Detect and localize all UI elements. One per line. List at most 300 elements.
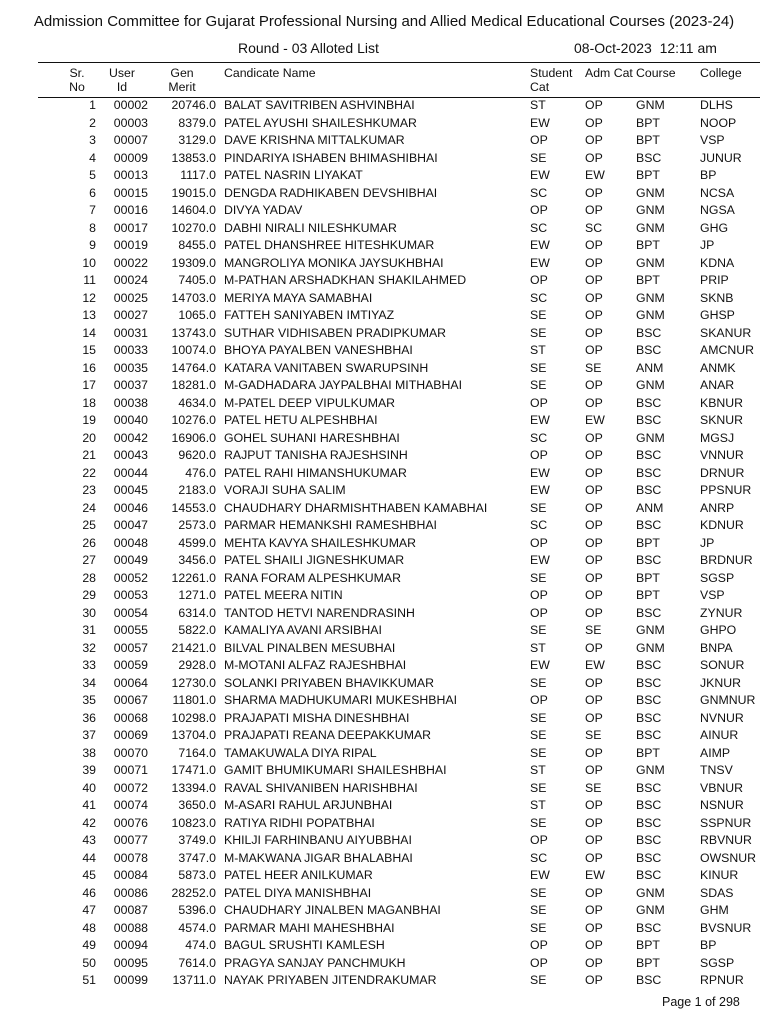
report-datetime: 08-Oct-2023 12:11 am: [574, 40, 717, 56]
cell-candidate-name: M-ASARI RAHUL ARJUNBHAI: [224, 798, 393, 812]
table-row: [40, 167, 760, 185]
cell-adm-cat: OP: [585, 518, 603, 532]
cell-gen-merit: 9620.0: [178, 448, 216, 462]
table-row: [40, 202, 760, 220]
cell-user-id: 00025: [113, 290, 148, 305]
table-row: [40, 797, 760, 815]
cell-college: GNMNUR: [700, 693, 756, 707]
cell-gen-merit: 3747.0: [178, 850, 216, 865]
cell-course: GNM: [636, 430, 665, 445]
cell-course: BSC: [636, 798, 662, 812]
cell-student-cat: EW: [530, 465, 550, 480]
cell-user-id: 00067: [113, 693, 148, 707]
cell-student-cat: SE: [530, 675, 547, 690]
cell-college: OWSNUR: [700, 850, 757, 865]
cell-sr-no: 47: [82, 903, 96, 917]
cell-adm-cat: SE: [585, 360, 602, 375]
cell-adm-cat: OP: [585, 675, 603, 690]
cell-user-id: 00064: [113, 675, 148, 690]
cell-adm-cat: OP: [585, 273, 603, 287]
cell-student-cat: SE: [530, 780, 547, 795]
cell-user-id: 00052: [113, 570, 148, 585]
cell-student-cat: SE: [530, 378, 547, 392]
cell-sr-no: 23: [82, 483, 96, 497]
cell-gen-merit: 20746.0: [171, 98, 216, 112]
table-header-row: [40, 66, 760, 97]
cell-candidate-name: FATTEH SANIYABEN IMTIYAZ: [224, 308, 395, 322]
cell-candidate-name: GAMIT BHUMIKUMARI SHAILESHBHAI: [224, 763, 447, 777]
cell-adm-cat: OP: [585, 255, 603, 270]
cell-gen-merit: 12261.0: [171, 570, 216, 585]
cell-sr-no: 11: [83, 273, 96, 287]
cell-sr-no: 30: [82, 605, 96, 620]
cell-adm-cat: OP: [585, 448, 603, 462]
cell-adm-cat: OP: [585, 710, 603, 725]
cell-sr-no: 16: [82, 360, 96, 375]
cell-course: ANM: [636, 500, 664, 515]
cell-college: SDAS: [700, 885, 734, 900]
cell-adm-cat: OP: [585, 605, 603, 620]
cell-course: BSC: [636, 605, 662, 620]
cell-college: ZYNUR: [700, 605, 743, 620]
cell-user-id: 00009: [113, 150, 148, 165]
cell-gen-merit: 10298.0: [171, 710, 216, 725]
cell-candidate-name: TAMAKUWALA DIYA RIPAL: [224, 745, 377, 760]
cell-adm-cat: EW: [585, 868, 605, 882]
cell-adm-cat: OP: [585, 378, 603, 392]
cell-student-cat: SC: [530, 430, 548, 445]
cell-student-cat: SE: [530, 973, 547, 987]
cell-sr-no: 29: [82, 588, 96, 602]
cell-gen-merit: 10270.0: [171, 220, 216, 235]
table-row: [40, 342, 760, 360]
cell-candidate-name: BILVAL PINALBEN MESUBHAI: [224, 640, 396, 655]
cell-candidate-name: RANA FORAM ALPESHKUMAR: [224, 570, 401, 585]
cell-course: BPT: [636, 535, 660, 550]
cell-candidate-name: SHARMA MADHUKUMARI MUKESHBHAI: [224, 693, 457, 707]
cell-course: GNM: [636, 903, 665, 917]
cell-candidate-name: M-MOTANI ALFAZ RAJESHBHAI: [224, 658, 407, 672]
cell-sr-no: 12: [82, 290, 96, 305]
table-row: [40, 745, 760, 763]
cell-gen-merit: 11801.0: [172, 693, 216, 707]
cell-student-cat: EW: [530, 868, 550, 882]
cell-gen-merit: 4634.0: [178, 395, 216, 410]
table-row: [40, 430, 760, 448]
cell-user-id: 00048: [113, 535, 148, 550]
cell-candidate-name: MEHTA KAVYA SHAILESHKUMAR: [224, 535, 417, 550]
cell-candidate-name: MANGROLIYA MONIKA JAYSUKHBHAI: [224, 255, 444, 270]
cell-candidate-name: PARMAR MAHI MAHESHBHAI: [224, 920, 395, 935]
cell-adm-cat: OP: [585, 798, 603, 812]
cell-sr-no: 39: [82, 763, 96, 777]
cell-course: GNM: [636, 203, 665, 217]
cell-adm-cat: SE: [585, 780, 602, 795]
cell-user-id: 00086: [113, 885, 148, 900]
table-row: [40, 465, 760, 483]
cell-college: JP: [700, 535, 715, 550]
cell-user-id: 00027: [113, 308, 148, 322]
cell-student-cat: OP: [530, 955, 548, 970]
cell-student-cat: OP: [530, 605, 548, 620]
cell-course: GNM: [636, 623, 665, 637]
cell-student-cat: OP: [530, 938, 548, 952]
cell-candidate-name: BAGUL SRUSHTI KAMLESH: [224, 938, 385, 952]
cell-student-cat: ST: [530, 763, 546, 777]
cell-adm-cat: SE: [585, 623, 602, 637]
table-row: [40, 395, 760, 413]
cell-sr-no: 48: [82, 920, 96, 935]
cell-adm-cat: OP: [585, 150, 603, 165]
cell-adm-cat: OP: [585, 238, 603, 252]
cell-course: BSC: [636, 868, 662, 882]
cell-user-id: 00053: [113, 588, 148, 602]
cell-candidate-name: RATIYA RIDHI POPATBHAI: [224, 815, 375, 830]
cell-adm-cat: SC: [585, 220, 603, 235]
cell-student-cat: SE: [530, 325, 547, 340]
cell-user-id: 00054: [113, 605, 148, 620]
cell-adm-cat: OP: [585, 535, 603, 550]
cell-sr-no: 38: [82, 745, 96, 760]
cell-sr-no: 42: [82, 815, 96, 830]
cell-student-cat: OP: [530, 588, 548, 602]
cell-user-id: 00007: [113, 133, 148, 147]
cell-adm-cat: SE: [585, 728, 602, 742]
cell-gen-merit: 19309.0: [171, 255, 216, 270]
cell-gen-merit: 7164.0: [178, 745, 216, 760]
cell-student-cat: SE: [530, 308, 547, 322]
table-row: [40, 500, 760, 518]
cell-user-id: 00044: [113, 465, 148, 480]
table-row: [40, 237, 760, 255]
cell-sr-no: 34: [82, 675, 96, 690]
cell-course: BPT: [636, 168, 660, 182]
cell-adm-cat: OP: [585, 343, 603, 357]
table-row: [40, 97, 760, 115]
cell-candidate-name: TANTOD HETVI NARENDRASINH: [224, 605, 415, 620]
cell-gen-merit: 1065.0: [178, 308, 216, 322]
table-row: [40, 517, 760, 535]
cell-candidate-name: PATEL DHANSHREE HITESHKUMAR: [224, 238, 435, 252]
cell-college: DLHS: [700, 98, 733, 112]
cell-sr-no: 25: [82, 518, 96, 532]
cell-student-cat: EW: [530, 238, 550, 252]
cell-college: BP: [700, 168, 717, 182]
cell-student-cat: ST: [530, 98, 546, 112]
cell-college: AIMP: [700, 745, 731, 760]
cell-sr-no: 28: [82, 570, 96, 585]
table-row: [40, 832, 760, 850]
cell-gen-merit: 13711.0: [172, 973, 216, 987]
cell-course: BPT: [636, 133, 660, 147]
cell-sr-no: 51: [82, 973, 96, 987]
cell-user-id: 00046: [113, 500, 148, 515]
cell-user-id: 00038: [113, 395, 148, 410]
table-row: [40, 657, 760, 675]
cell-candidate-name: PRAJAPATI MISHA DINESHBHAI: [224, 710, 410, 725]
cell-user-id: 00071: [113, 763, 148, 777]
cell-sr-no: 31: [82, 623, 96, 637]
cell-student-cat: SC: [530, 518, 548, 532]
cell-adm-cat: OP: [585, 640, 603, 655]
cell-student-cat: OP: [530, 693, 548, 707]
table-row: [40, 972, 760, 990]
table-row: [40, 377, 760, 395]
cell-user-id: 00049: [113, 553, 148, 567]
cell-sr-no: 15: [82, 343, 96, 357]
cell-student-cat: SE: [530, 570, 547, 585]
cell-adm-cat: OP: [585, 500, 603, 515]
cell-college: RPNUR: [700, 973, 744, 987]
cell-sr-no: 9: [89, 238, 96, 252]
cell-gen-merit: 19015.0: [171, 185, 216, 200]
cell-course: GNM: [636, 98, 665, 112]
cell-student-cat: ST: [530, 343, 546, 357]
cell-college: NGSA: [700, 203, 735, 217]
table-row: [40, 307, 760, 325]
cell-adm-cat: OP: [585, 133, 603, 147]
cell-candidate-name: PRAGYA SANJAY PANCHMUKH: [224, 955, 406, 970]
cell-sr-no: 43: [82, 833, 96, 847]
cell-gen-merit: 474.0: [185, 938, 216, 952]
cell-college: KINUR: [700, 868, 739, 882]
cell-user-id: 00084: [113, 868, 148, 882]
cell-course: GNM: [636, 763, 665, 777]
cell-gen-merit: 13394.0: [171, 780, 216, 795]
cell-gen-merit: 6314.0: [178, 605, 216, 620]
cell-sr-no: 14: [82, 325, 96, 340]
cell-adm-cat: OP: [585, 973, 603, 987]
cell-user-id: 00087: [113, 903, 148, 917]
cell-course: BSC: [636, 553, 662, 567]
cell-adm-cat: EW: [585, 413, 605, 427]
cell-course: BSC: [636, 728, 662, 742]
cell-adm-cat: EW: [585, 658, 605, 672]
col-adm-cat: Adm Cat: [585, 66, 633, 80]
cell-gen-merit: 3650.0: [178, 798, 216, 812]
cell-student-cat: OP: [530, 395, 548, 410]
cell-candidate-name: PINDARIYA ISHABEN BHIMASHIBHAI: [224, 150, 438, 165]
cell-sr-no: 3: [89, 133, 96, 147]
cell-student-cat: EW: [530, 115, 550, 130]
cell-student-cat: EW: [530, 553, 550, 567]
table-row: [40, 920, 760, 938]
cell-student-cat: OP: [530, 133, 548, 147]
cell-course: GNM: [636, 220, 665, 235]
cell-sr-no: 20: [82, 430, 96, 445]
cell-gen-merit: 14703.0: [171, 290, 216, 305]
cell-college: ANRP: [700, 500, 735, 515]
cell-candidate-name: MERIYA MAYA SAMABHAI: [224, 290, 373, 305]
cell-sr-no: 13: [82, 308, 96, 322]
cell-gen-merit: 2928.0: [178, 658, 216, 672]
cell-course: BSC: [636, 710, 662, 725]
cell-adm-cat: OP: [585, 763, 603, 777]
cell-college: VNNUR: [700, 448, 744, 462]
cell-course: BPT: [636, 570, 660, 585]
cell-adm-cat: OP: [585, 903, 603, 917]
cell-gen-merit: 3456.0: [178, 553, 216, 567]
cell-user-id: 00024: [113, 273, 148, 287]
col-sr-no: Sr. No: [69, 66, 85, 94]
cell-sr-no: 26: [82, 535, 96, 550]
header-rule: [38, 62, 760, 63]
cell-gen-merit: 21421.0: [171, 640, 216, 655]
cell-gen-merit: 8455.0: [178, 238, 216, 252]
cell-candidate-name: VORAJI SUHA SALIM: [224, 483, 346, 497]
cell-sr-no: 19: [82, 413, 96, 427]
cell-sr-no: 6: [89, 185, 96, 200]
cell-student-cat: SC: [530, 850, 548, 865]
cell-student-cat: OP: [530, 833, 548, 847]
cell-course: BPT: [636, 745, 660, 760]
cell-college: DRNUR: [700, 465, 745, 480]
cell-user-id: 00031: [113, 325, 148, 340]
cell-student-cat: SC: [530, 185, 548, 200]
cell-sr-no: 36: [82, 710, 96, 725]
cell-student-cat: SE: [530, 885, 547, 900]
cell-course: GNM: [636, 185, 665, 200]
page-number: Page 1 of 298: [662, 995, 740, 1009]
cell-sr-no: 35: [82, 693, 96, 707]
cell-student-cat: EW: [530, 483, 550, 497]
cell-course: BSC: [636, 150, 662, 165]
cell-user-id: 00070: [113, 745, 148, 760]
cell-candidate-name: NAYAK PRIYABEN JITENDRAKUMAR: [224, 973, 437, 987]
table-row: [40, 360, 760, 378]
cell-gen-merit: 2183.0: [178, 483, 216, 497]
cell-gen-merit: 5396.0: [178, 903, 216, 917]
cell-college: BVSNUR: [700, 920, 752, 935]
table-row: [40, 115, 760, 133]
cell-college: VSP: [700, 133, 725, 147]
cell-candidate-name: PATEL DIYA MANISHBHAI: [224, 885, 372, 900]
cell-course: GNM: [636, 885, 665, 900]
cell-gen-merit: 4599.0: [178, 535, 216, 550]
cell-user-id: 00094: [113, 938, 148, 952]
cell-gen-merit: 14604.0: [171, 203, 216, 217]
cell-adm-cat: OP: [585, 430, 603, 445]
cell-student-cat: OP: [530, 448, 548, 462]
round-label: Round - 03 Alloted List: [238, 40, 379, 56]
table-row: [40, 762, 760, 780]
cell-candidate-name: KHILJI FARHINBANU AIYUBBHAI: [224, 833, 412, 847]
cell-sr-no: 2: [89, 115, 96, 130]
cell-candidate-name: M-GADHADARA JAYPALBHAI MITHABHAI: [224, 378, 463, 392]
cell-college: JKNUR: [700, 675, 741, 690]
cell-course: BPT: [636, 938, 660, 952]
cell-candidate-name: PATEL AYUSHI SHAILESHKUMAR: [224, 115, 417, 130]
cell-course: BSC: [636, 693, 662, 707]
cell-adm-cat: OP: [585, 553, 603, 567]
table-row: [40, 570, 760, 588]
cell-gen-merit: 13743.0: [171, 325, 216, 340]
cell-sr-no: 17: [82, 378, 96, 392]
cell-sr-no: 44: [82, 850, 96, 865]
cell-sr-no: 5: [89, 168, 96, 182]
cell-user-id: 00074: [113, 798, 148, 812]
cell-candidate-name: DENGDA RADHIKABEN DEVSHIBHAI: [224, 185, 438, 200]
cell-sr-no: 40: [82, 780, 96, 795]
table-row: [40, 220, 760, 238]
cell-adm-cat: OP: [585, 465, 603, 480]
cell-course: BSC: [636, 780, 662, 795]
cell-course: BSC: [636, 675, 662, 690]
cell-candidate-name: CHAUDHARY DHARMISHTHABEN KAMABHAI: [224, 500, 488, 515]
cell-college: AINUR: [700, 728, 739, 742]
cell-gen-merit: 1117.0: [180, 168, 216, 182]
table-row: [40, 325, 760, 343]
cell-user-id: 00002: [113, 98, 148, 112]
allotment-table: [40, 66, 760, 990]
cell-course: GNM: [636, 308, 665, 322]
cell-college: SKNUR: [700, 413, 744, 427]
table-row: [40, 675, 760, 693]
table-row: [40, 780, 760, 798]
cell-course: BSC: [636, 483, 662, 497]
cell-course: BSC: [636, 658, 662, 672]
cell-user-id: 00040: [113, 413, 148, 427]
cell-student-cat: SE: [530, 745, 547, 760]
table-row: [40, 937, 760, 955]
cell-student-cat: EW: [530, 255, 550, 270]
cell-gen-merit: 5822.0: [178, 623, 216, 637]
cell-sr-no: 7: [89, 203, 96, 217]
document-title: Admission Committee for Gujarat Professional Nursing and Allied Medical Educational Courses (2023-24): [33, 13, 735, 30]
table-row: [40, 552, 760, 570]
cell-sr-no: 45: [82, 868, 96, 882]
cell-candidate-name: M-PATEL DEEP VIPULKUMAR: [224, 395, 396, 410]
cell-course: BPT: [636, 588, 660, 602]
cell-college: JUNUR: [700, 150, 742, 165]
table-row: [40, 727, 760, 745]
cell-user-id: 00015: [113, 185, 148, 200]
cell-college: BNPA: [700, 640, 733, 655]
cell-course: GNM: [636, 640, 665, 655]
cell-gen-merit: 4574.0: [178, 920, 216, 935]
cell-adm-cat: OP: [585, 588, 603, 602]
cell-student-cat: SE: [530, 903, 547, 917]
cell-gen-merit: 16906.0: [171, 430, 216, 445]
cell-gen-merit: 2573.0: [178, 518, 216, 532]
cell-student-cat: OP: [530, 535, 548, 550]
cell-sr-no: 10: [82, 255, 96, 270]
cell-college: NVNUR: [700, 710, 744, 725]
cell-college: GHSP: [700, 308, 735, 322]
cell-college: SSPNUR: [700, 815, 752, 830]
cell-student-cat: SE: [530, 728, 547, 742]
cell-candidate-name: RAJPUT TANISHA RAJESHSINH: [224, 448, 408, 462]
cell-adm-cat: OP: [585, 920, 603, 935]
cell-sr-no: 46: [82, 885, 96, 900]
cell-candidate-name: DIVYA YADAV: [224, 203, 303, 217]
cell-gen-merit: 3749.0: [178, 833, 216, 847]
cell-gen-merit: 3129.0: [178, 133, 216, 147]
cell-college: ANMK: [700, 360, 736, 375]
cell-user-id: 00033: [113, 343, 148, 357]
cell-candidate-name: KATARA VANITABEN SWARUPSINH: [224, 360, 429, 375]
table-row: [40, 622, 760, 640]
cell-college: VBNUR: [700, 780, 744, 795]
cell-college: JP: [700, 238, 715, 252]
cell-gen-merit: 17471.0: [171, 763, 216, 777]
col-college: College: [700, 66, 742, 80]
cell-candidate-name: PATEL MEERA NITIN: [224, 588, 343, 602]
cell-candidate-name: M-PATHAN ARSHADKHAN SHAKILAHMED: [224, 273, 467, 287]
cell-adm-cat: OP: [585, 850, 603, 865]
cell-user-id: 00045: [113, 483, 148, 497]
cell-user-id: 00088: [113, 920, 148, 935]
